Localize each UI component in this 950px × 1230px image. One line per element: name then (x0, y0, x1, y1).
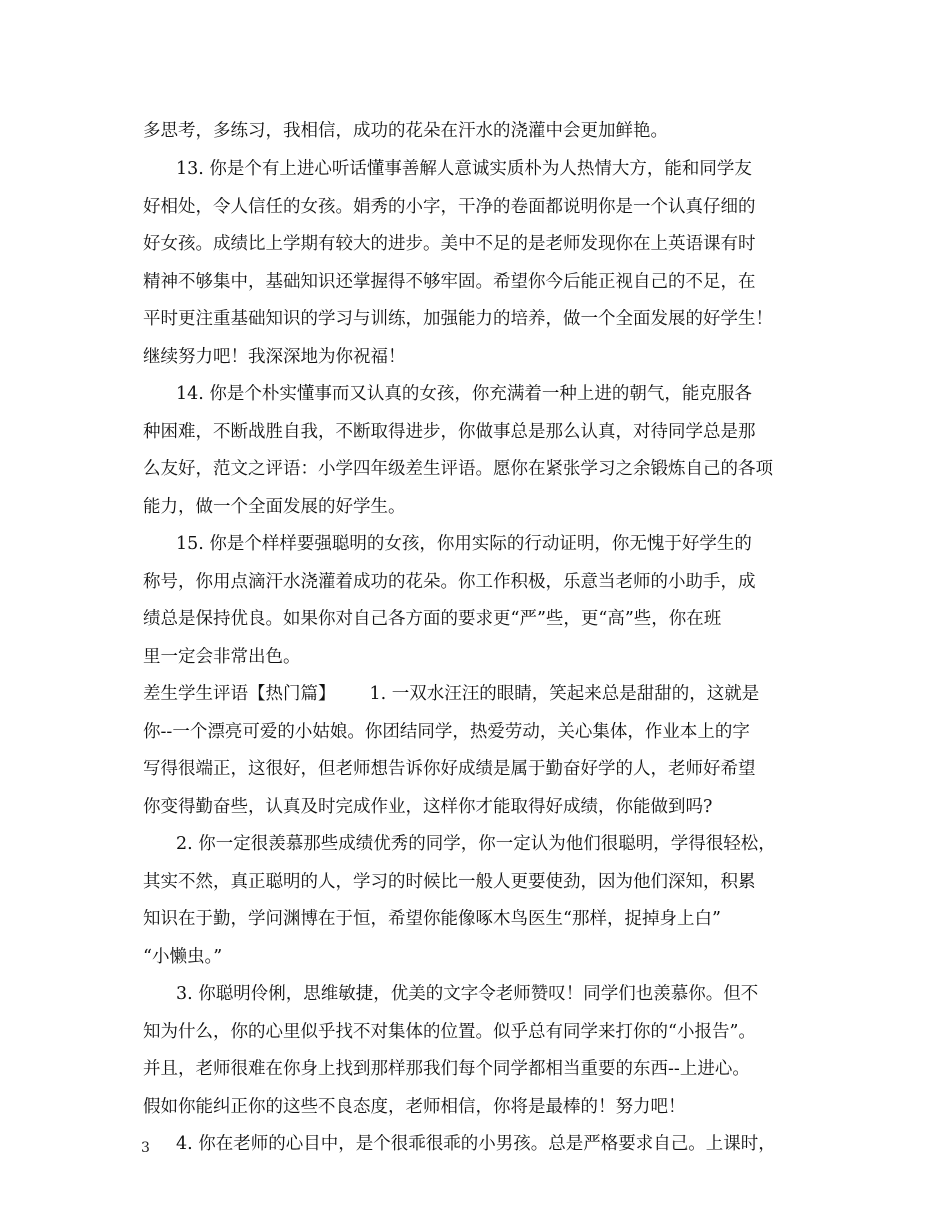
text-line: 能力，做一个全面发展的好学生。 (143, 497, 406, 517)
text-line: 么友好，范文之评语：小学四年级差生评语。愿你在紧张学习之余锻炼自己的各项 (143, 459, 773, 479)
text-line: 3. 你聪明伶俐，思维敏捷，优美的文字令老师赞叹！同学们也羡慕你。但不 (176, 984, 759, 1004)
text-line: 精神不够集中，基础知识还掌握得不够牢固。希望你今后能正视自己的不足，在 (143, 272, 756, 292)
text-line: 其实不然，真正聪明的人，学习的时候比一般人更要使劲，因为他们深知，积累 (143, 872, 756, 892)
section-heading: 差生学生评语【热门篇】 (143, 684, 336, 704)
text-line: 知为什么，你的心里似乎找不对集体的位置。似乎总有同学来打你的“小报告”。 (143, 1022, 756, 1042)
text-line: 15. 你是个样样要强聪明的女孩，你用实际的行动证明，你无愧于好学生的 (176, 534, 752, 554)
text-line: 绩总是保持优良。如果你对自己各方面的要求更“严”些，更“高”些，你在班 (143, 609, 722, 629)
text-line: 继续努力吧！我深深地为你祝福！ (143, 347, 406, 367)
text-line: 13. 你是个有上进心听话懂事善解人意诚实质朴为人热情大方，能和同学友 (176, 159, 752, 179)
text-line: 好相处，令人信任的女孩。娟秀的小字，干净的卷面都说明你是一个认真仔细的 (143, 197, 756, 217)
text-line-with-heading (143, 682, 811, 706)
text-line: 好女孩。成绩比上学期有较大的进步。美中不足的是老师发现你在上英语课有时 (143, 234, 756, 254)
text-line: 称号，你用点滴汗水浇灌着成功的花朵。你工作积极，乐意当老师的小助手，成 (143, 572, 756, 592)
page-number: 3 (141, 1140, 150, 1156)
text-line: 写得很端正，这很好，但老师想告诉你好成绩是属于勤奋好学的人，老师好希望 (143, 759, 756, 779)
text-line: 2. 你一定很羡慕那些成绩优秀的同学，你一定认为他们很聪明，学得很轻松， (176, 834, 776, 854)
text-line: 平时更注重基础知识的学习与训练，加强能力的培养，做一个全面发展的好学生！ (143, 309, 773, 329)
text-line: 知识在于勤，学问渊博在于恒，希望你能像啄木鸟医生“那样，捉掉身上白” (143, 909, 721, 929)
text-line: 1. 一双水汪汪的眼睛，笑起来总是甜甜的，这就是 (369, 684, 760, 704)
text-line: 并且，老师很难在你身上找到那样那我们每个同学都相当重要的东西--上进心。 (143, 1059, 750, 1079)
text-line: 14. 你是个朴实懂事而又认真的女孩，你充满着一种上进的朝气，能克服各 (176, 384, 752, 404)
text-line: “小懒虫。” (143, 947, 223, 967)
text-line: 4. 你在老师的心目中，是个很乖很乖的小男孩。总是严格要求自己。上课时， (176, 1134, 776, 1154)
text-line: 多思考，多练习，我相信，成功的花朵在汗水的浇灌中会更加鲜艳。 (143, 121, 668, 141)
text-line: 你--一个漂亮可爱的小姑娘。你团结同学，热爱劳动，关心集体，作业本上的字 (143, 722, 750, 742)
text-line: 里一定会非常出色。 (143, 647, 301, 667)
text-line: 你变得勤奋些，认真及时完成作业，这样你才能取得好成绩，你能做到吗? (143, 797, 713, 817)
text-line: 假如你能纠正你的这些不良态度，老师相信，你将是最棒的！努力吧！ (143, 1097, 686, 1117)
text-line: 种困难，不断战胜自我，不断取得进步，你做事总是那么认真，对待同学总是那 (143, 422, 756, 442)
